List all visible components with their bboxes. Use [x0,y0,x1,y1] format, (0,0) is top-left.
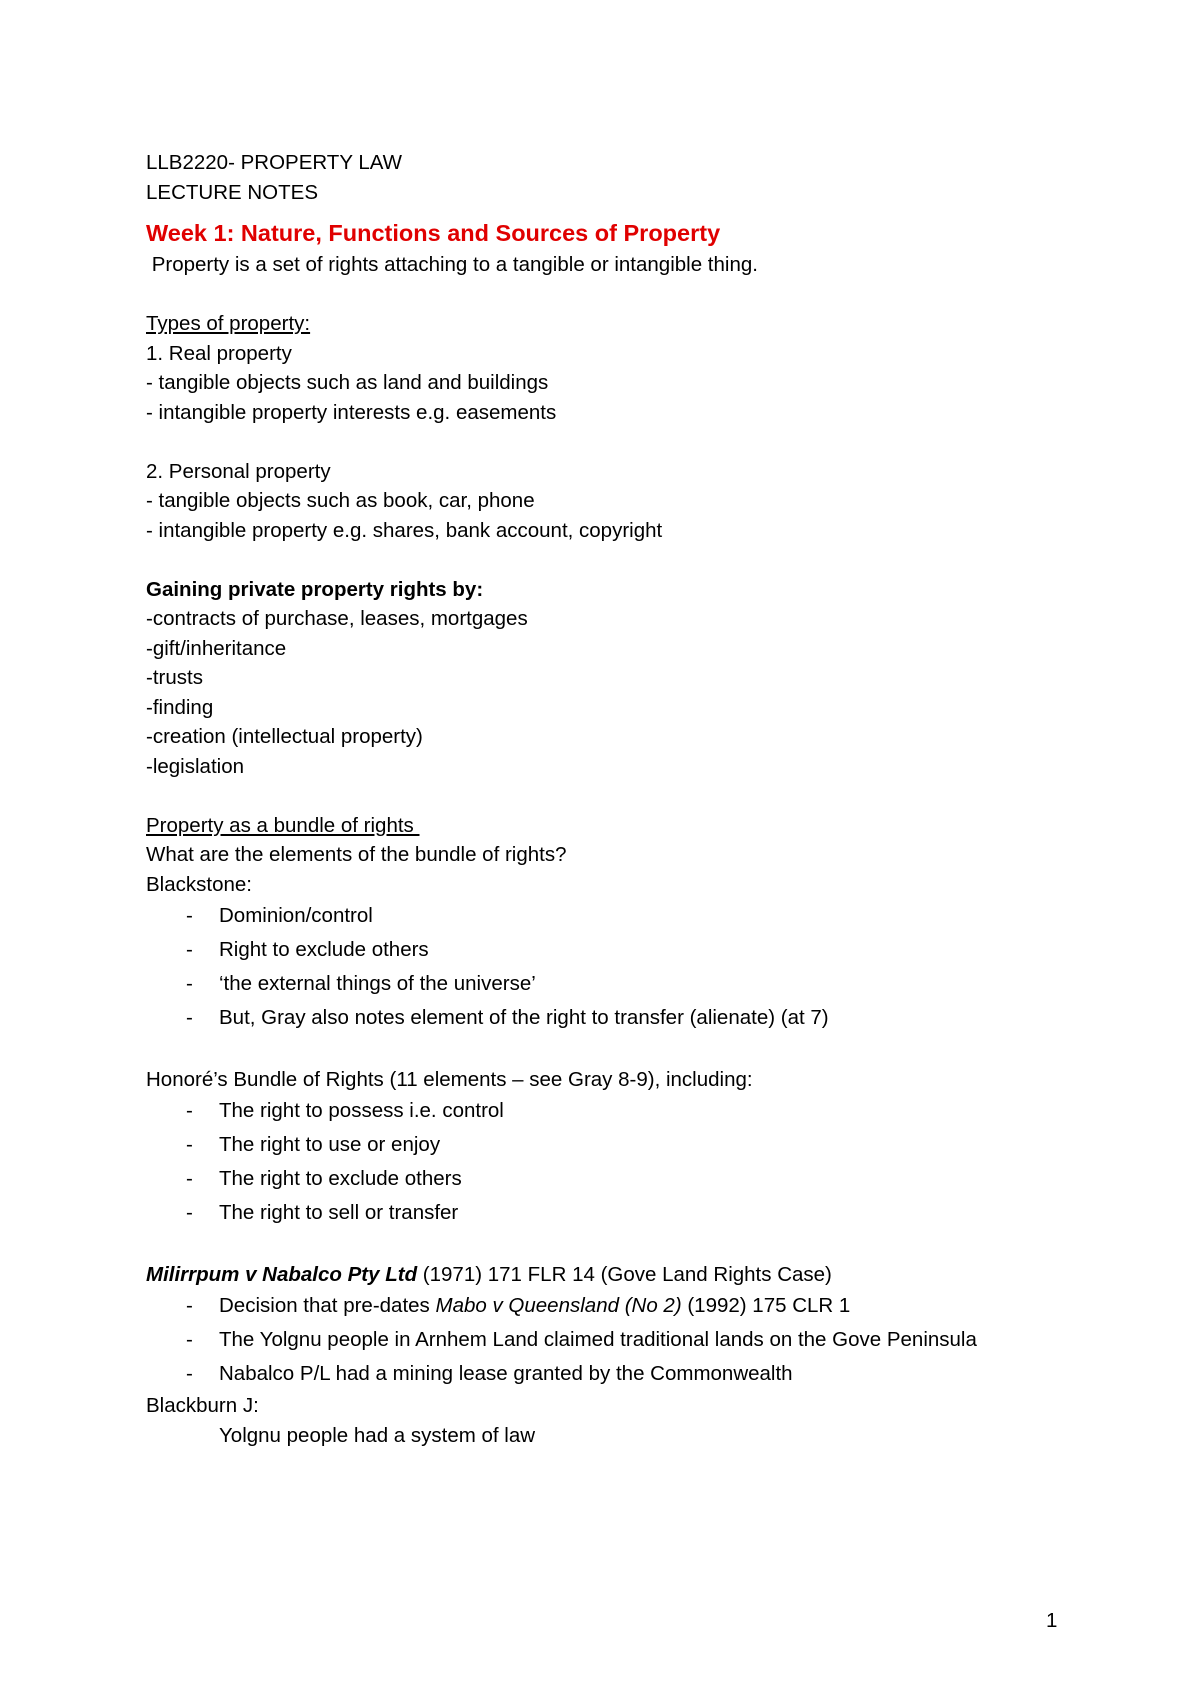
judge-note: Yolgnu people had a system of law [219,1423,536,1447]
list-item-text: Nabalco P/L had a mining lease granted by the Commonwealth [219,1362,793,1385]
case-heading [146,1260,1086,1290]
bullet-dash: - [186,1362,193,1385]
blackstone-label: Blackstone: [146,872,252,896]
gaining-item: -trusts [146,666,203,689]
spacer [146,545,1086,575]
honore-list [146,1094,1086,1230]
bullet-dash: - [186,1328,193,1351]
gaining-item: -contracts of purchase, leases, mortgages [146,607,528,630]
mabo-citation: (1992) 175 CLR 1 [681,1294,851,1317]
spacer [146,781,1086,811]
real-property-item: - intangible property interests e.g. easements [146,400,557,424]
page-content [146,148,1086,1450]
gaining-item: -finding [146,695,214,719]
personal-property-title: 2. Personal property [146,459,331,483]
case-list [146,1289,1086,1391]
bullet-dash: - [186,1167,193,1190]
list-item-text: Decision that pre-dates [219,1294,436,1317]
list-item-text: The Yolgnu people in Arnhem Land claimed traditional lands on the Gove Peninsula [219,1328,977,1351]
mabo-case-name: Mabo v Queensland (No 2) [435,1294,682,1317]
list-item-text: The right to possess i.e. control [219,1099,504,1122]
bullet-dash: - [186,1294,193,1317]
list-item-text: But, Gray also notes element of the right to transfer (alienate) (at 7) [219,1006,829,1029]
list-item-text: ‘the external things of the universe’ [219,972,536,995]
blackstone-list [146,899,1086,1035]
course-title: LLB2220- PROPERTY LAW [146,151,402,174]
list-item-text: Right to exclude others [219,938,429,961]
judge-label: Blackburn J: [146,1394,259,1417]
bullet-dash: - [186,1133,193,1156]
types-heading: Types of property: [146,312,311,335]
bullet-dash: - [186,938,193,961]
list-item [146,933,1086,967]
case-name: Milirrpum v Nabalco Pty Ltd [146,1262,418,1286]
list-item [146,1001,1086,1035]
personal-property-item: - tangible objects such as book, car, phone [146,489,535,512]
bullet-dash: - [186,904,193,927]
property-definition: Property is a set of rights attaching to a tangible or intangible thing. [146,253,758,276]
bullet-dash: - [186,972,193,995]
list-item-text: The right to sell or transfer [219,1201,459,1224]
list-item [146,1094,1086,1128]
list-item [146,1357,1086,1391]
list-item [146,1128,1086,1162]
honore-intro: Honoré’s Bundle of Rights (11 elements – see Gray 8-9), including: [146,1067,753,1091]
spacer [146,427,1086,457]
list-item-text: Dominion/control [219,904,373,927]
list-item [146,1162,1086,1196]
spacer [146,1230,1086,1260]
bundle-heading: Property as a bundle of rights [146,813,420,837]
bullet-dash: - [186,1006,193,1029]
page-number: 1 [1046,1609,1058,1632]
list-item [146,967,1086,1001]
personal-property-item: - intangible property e.g. shares, bank account, copyright [146,518,663,542]
case-citation: (1971) 171 FLR 14 (Gove Land Rights Case) [417,1262,832,1286]
real-property-title: 1. Real property [146,341,292,365]
gaining-item: -creation (intellectual property) [146,725,423,748]
list-item [146,1196,1086,1230]
list-item [146,1323,1086,1357]
gaining-heading: Gaining private property rights by: [146,577,484,601]
spacer [146,280,1086,310]
list-item-text: The right to exclude others [219,1167,462,1190]
week-heading: Week 1: Nature, Functions and Sources of Property [146,220,721,246]
bundle-question: What are the elements of the bundle of rights? [146,843,567,866]
spacer [146,1035,1086,1065]
bullet-dash: - [186,1099,193,1122]
document-subtitle: LECTURE NOTES [146,180,318,204]
list-item [146,899,1086,933]
bullet-dash: - [186,1201,193,1224]
list-item-text: The right to use or enjoy [219,1133,441,1156]
real-property-item: - tangible objects such as land and buildings [146,371,549,394]
list-item [146,1289,1086,1323]
gaining-item: -legislation [146,754,244,778]
gaining-item: -gift/inheritance [146,636,287,660]
